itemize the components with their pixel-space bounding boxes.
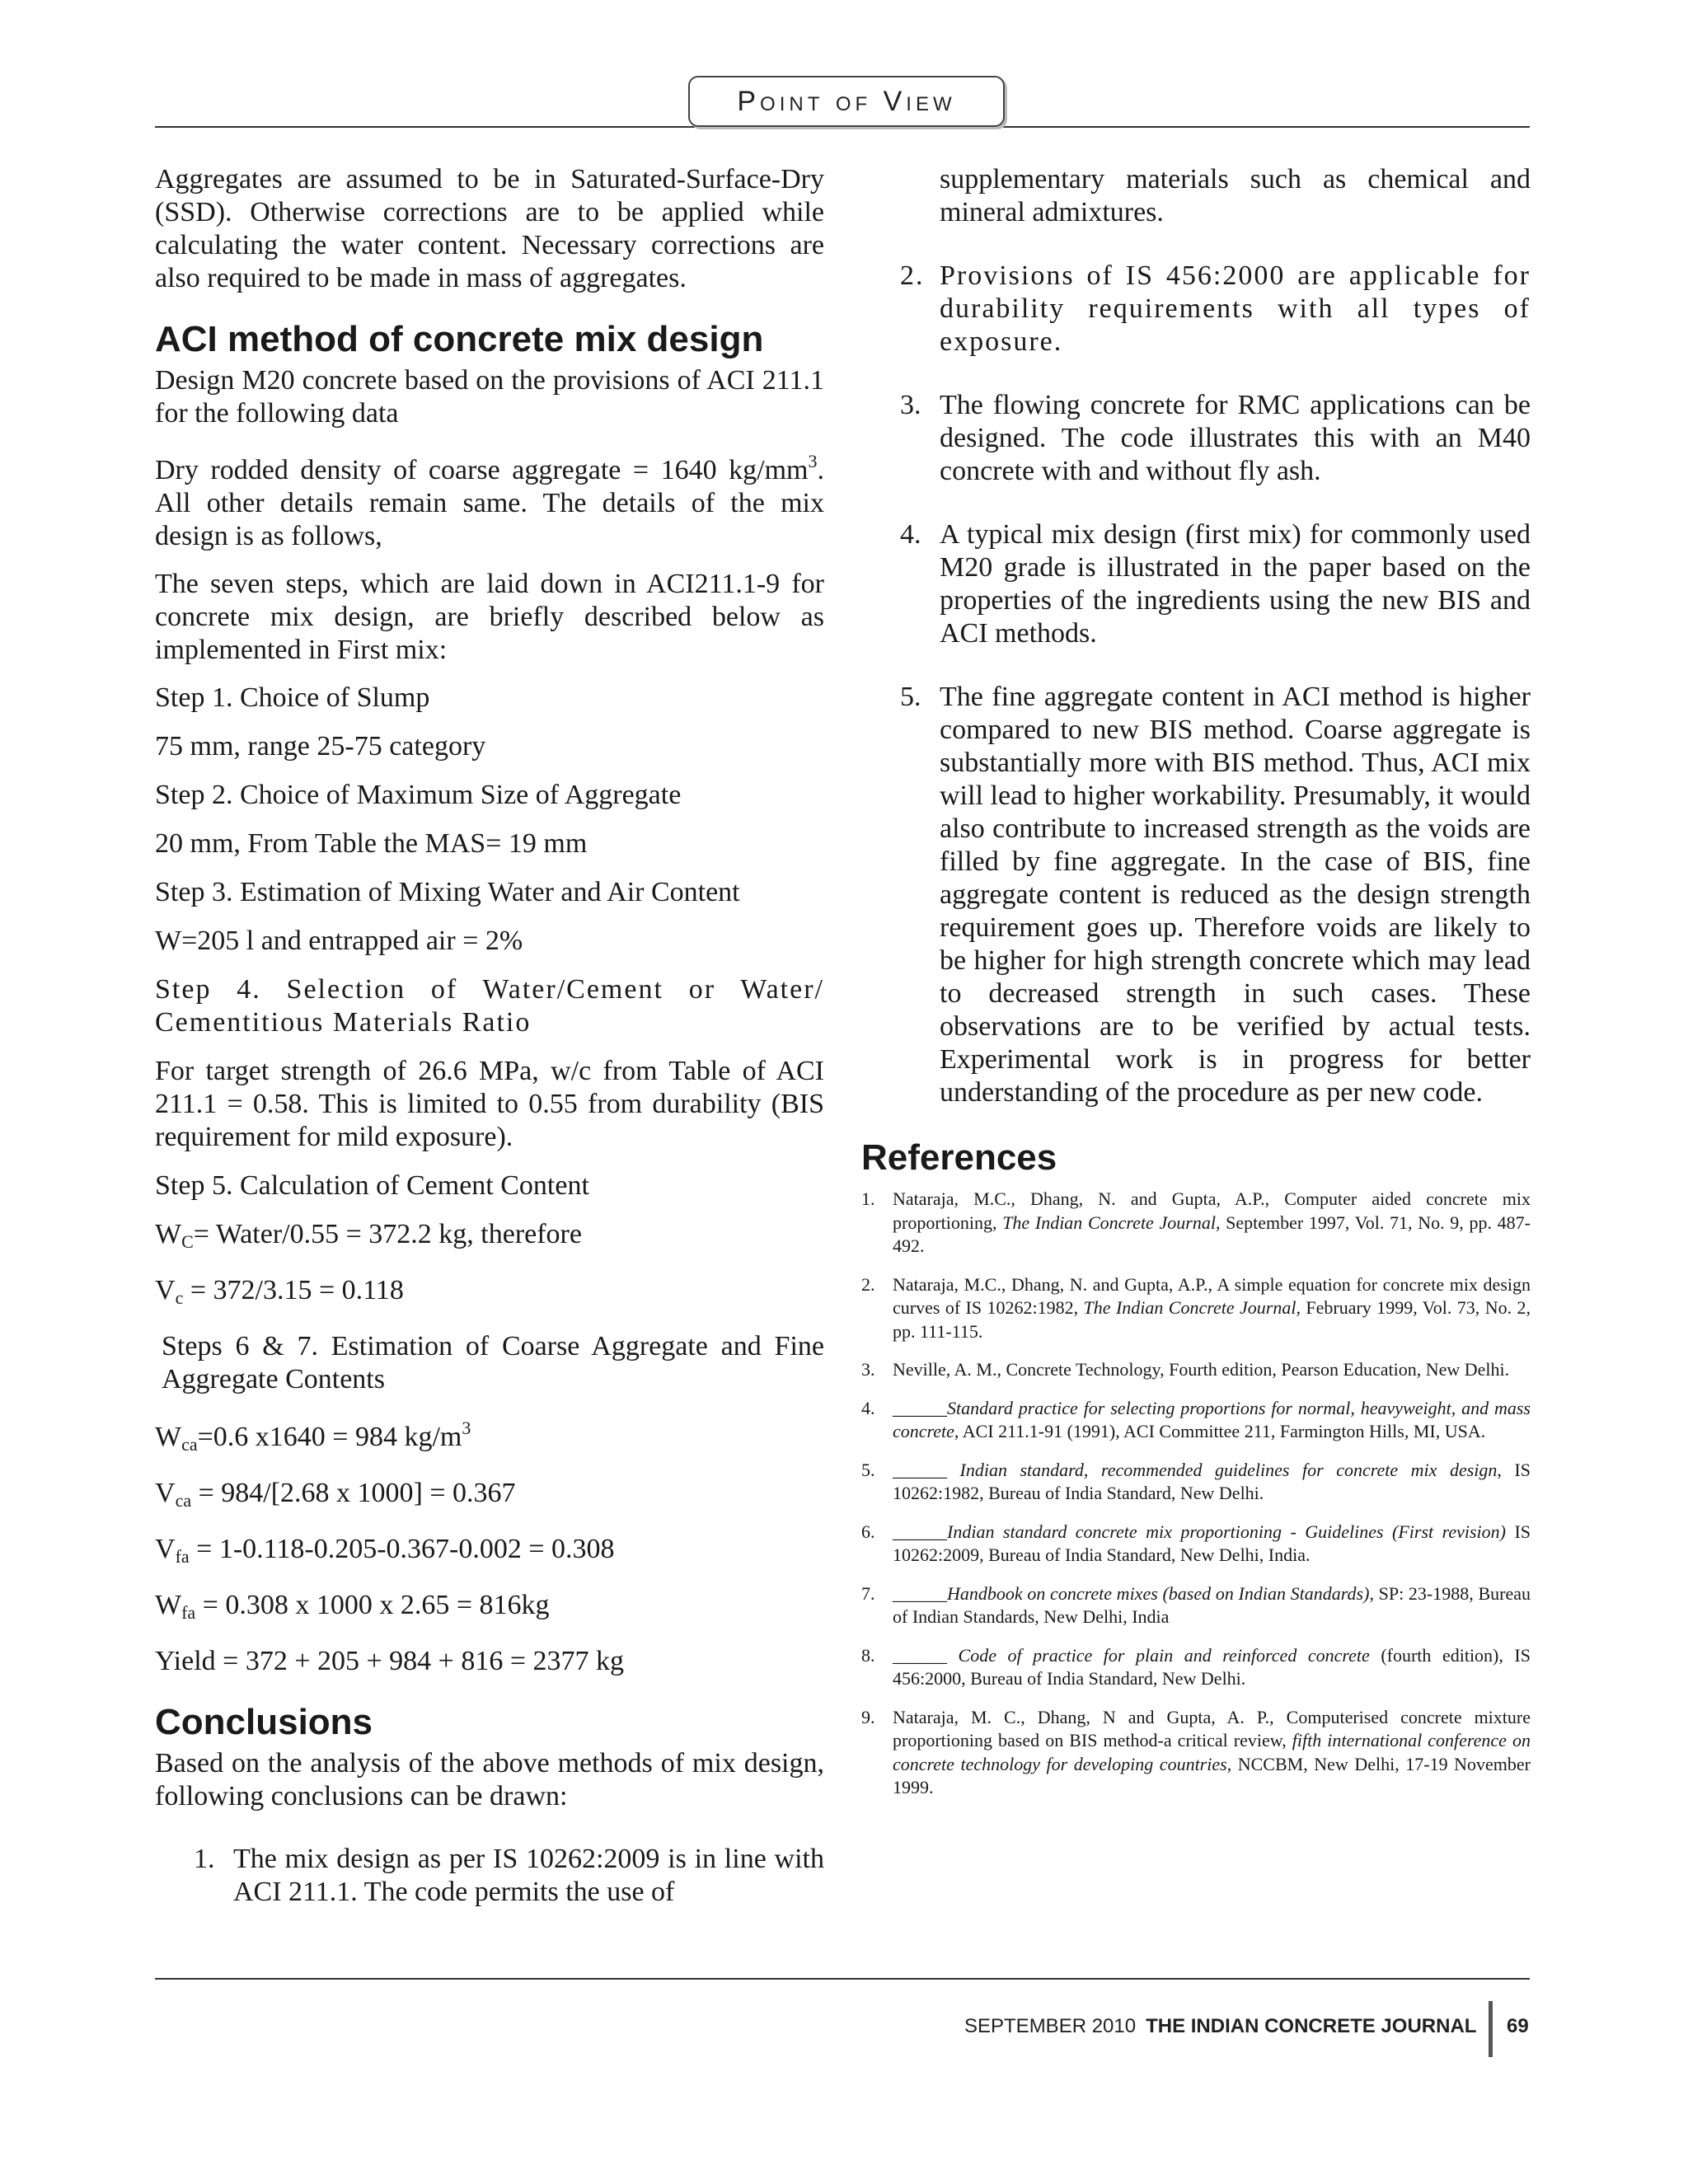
- formula-rest: = Water/0.55 = 372.2 kg, therefore: [193, 1219, 582, 1249]
- step-1-value: 75 mm, range 25-75 category: [155, 731, 486, 762]
- formula-var: V: [155, 1478, 176, 1508]
- formula-vfa: [155, 1533, 824, 1573]
- reference-item: [861, 1521, 1531, 1568]
- footer-journal-name: THE INDIAN CONCRETE JOURNAL: [1146, 2015, 1477, 2037]
- aci-paragraph-2: [155, 445, 824, 553]
- references-list: [861, 1188, 1531, 1800]
- subscript: fa: [175, 1546, 190, 1567]
- aci-paragraph-2-text-end: . All other details remain same. The details of the mix design is as follows,: [155, 455, 824, 551]
- reference-text: , NCCBM, New Delhi, 17-19 November 1999.: [893, 1753, 1531, 1797]
- conclusion-text: Provisions of IS 456:2000 are applicable for durability requirements with all types of exposure.: [940, 260, 1531, 357]
- step-2-title: Step 2. Choice of Maximum Size of Aggregate: [155, 780, 682, 810]
- reference-source: fifth international conference on concrete technology for developing countries: [893, 1730, 1531, 1774]
- aci-paragraph-2-text: Dry rodded density of coarse aggregate = 1640 kg/mm: [155, 455, 809, 485]
- intro-paragraph: Aggregates are assumed to be in Saturated-Surface-Dry (SSD). Otherwise corrections are to be applied while calculating the water content. Necessary corrections are also required to be made in mass of aggregates.: [155, 164, 824, 293]
- subscript: c: [175, 1287, 184, 1308]
- reference-text: IS 10262:2009, Bureau of India Standard, New Delhi, India.: [893, 1521, 1531, 1565]
- reference-number: 3.: [861, 1359, 875, 1380]
- formula-vc: [155, 1274, 824, 1315]
- reference-source: ______Indian standard concrete mix proportioning - Guidelines (First revision): [893, 1521, 1506, 1542]
- right-column: [861, 163, 1531, 1815]
- reference-text: Nataraja, M.C., Dhang, N. and Gupta, A.P., Computer aided concrete mix proportioning,: [893, 1188, 1531, 1233]
- step-3-title: Step 3. Estimation of Mixing Water and Air Content: [155, 877, 740, 907]
- footer: [964, 2015, 1476, 2038]
- formula-var: W: [155, 1219, 182, 1249]
- conclusion-number: 5.: [900, 682, 921, 712]
- reference-source: ______Handbook on concrete mixes (based on Indian Standards): [893, 1582, 1370, 1604]
- step-4-title: Step 4. Selection of Water/Cement or Water/ Cementitious Materials Ratio: [155, 974, 824, 1038]
- reference-item: [861, 1459, 1531, 1506]
- formula-wc: [155, 1218, 824, 1258]
- footer-rule: [155, 1978, 1530, 1980]
- subscript: ca: [181, 1434, 198, 1455]
- step-4-value: For target strength of 26.6 MPa, w/c from Table of ACI 211.1 = 0.58. This is limited to 0.55 from durability (BIS requirement for mild exposure).: [155, 1056, 824, 1152]
- conclusion-number: 3.: [900, 390, 921, 420]
- formula-wfa: [155, 1589, 824, 1629]
- reference-item: [861, 1273, 1531, 1344]
- subscript: C: [181, 1231, 194, 1252]
- superscript: 3: [808, 451, 818, 471]
- reference-text: Nataraja, M. C., Dhang, N and Gupta, A. P., Computerised concrete mixture proportioning based on BIS method-a critical review,: [893, 1706, 1531, 1750]
- superscript: 3: [462, 1418, 471, 1438]
- reference-text: Nataraja, M.C., Dhang, N. and Gupta, A.P., A simple equation for concrete mix design curves of IS 10262:1982,: [893, 1273, 1531, 1318]
- reference-source: ______Standard practice for selecting proportions for normal, heavyweight, and mass concrete: [893, 1397, 1531, 1441]
- reference-text: , IS 10262:1982, Bureau of India Standard, New Delhi.: [893, 1459, 1531, 1503]
- reference-item: [861, 1397, 1531, 1444]
- formula-rest: = 984/[2.68 x 1000] = 0.367: [191, 1478, 516, 1508]
- subscript: fa: [181, 1602, 196, 1623]
- page-number: 69: [1507, 2015, 1529, 2037]
- reference-number: 5.: [861, 1459, 875, 1480]
- conclusion-text: The flowing concrete for RMC applications can be designed. The code illustrates this with an M40 concrete with and without fly ash.: [940, 390, 1531, 486]
- conclusion-number: 4.: [900, 519, 921, 550]
- conclusions-heading: Conclusions: [155, 1702, 373, 1742]
- reference-text: , September 1997, Vol. 71, No. 9, pp. 487-492.: [893, 1212, 1531, 1256]
- reference-source: The Indian Concrete Journal,: [1083, 1297, 1301, 1318]
- reference-number: 9.: [861, 1706, 875, 1727]
- conclusion-text: The fine aggregate content in ACI method is higher compared to new BIS method. Coarse aggregate is substantially more with BIS method. Thus, ACI mix will lead to higher workability. Presumably, it would also contribute to increased strength as the voids are filled by fine aggregate. In the case of BIS, fine aggregate content is reduced as the design strength requirement goes up. Therefore voids are likely to be higher for high strength concrete which may lead to decreased strength in such cases. These observations are to be verified by actual tests. Experimental work is in progress for better understanding of the procedure as per new code.: [940, 682, 1531, 1108]
- steps-6-7-title: Steps 6 & 7. Estimation of Coarse Aggregate and Fine Aggregate Contents: [162, 1331, 824, 1394]
- reference-text: , ACI 211.1-91 (1991), ACI Committee 211, Farmington Hills, MI, USA.: [954, 1421, 1486, 1441]
- formula-var: W: [155, 1422, 182, 1452]
- reference-number: 2.: [861, 1273, 875, 1295]
- reference-item: [861, 1188, 1531, 1258]
- conclusions-intro: Based on the analysis of the above methods of mix design, following conclusions can be drawn:: [155, 1748, 824, 1811]
- reference-source: ______ Code of practice for plain and reinforced concrete: [893, 1644, 1370, 1666]
- reference-number: 8.: [861, 1644, 875, 1666]
- conclusion-item: [861, 260, 1531, 359]
- formula-var: V: [155, 1534, 176, 1564]
- aci-method-heading: ACI method of concrete mix design: [155, 319, 764, 359]
- reference-item: [861, 1358, 1531, 1382]
- conclusion-item-continued: [861, 163, 1531, 229]
- reference-text: (fourth edition), IS 456:2000, Bureau of India Standard, New Delhi.: [893, 1644, 1531, 1689]
- aci-paragraph-3: The seven steps, which are laid down in ACI211.1-9 for concrete mix design, are briefly described below as implemented in First mix:: [155, 569, 824, 665]
- reference-number: 1.: [861, 1188, 875, 1209]
- subscript: ca: [175, 1490, 192, 1511]
- formula-var: V: [155, 1275, 176, 1305]
- conclusions-list-left: [155, 1843, 824, 1909]
- conclusion-text: The mix design as per IS 10262:2009 is in line with ACI 211.1. The code permits the use of: [233, 1844, 824, 1907]
- formula-rest: = 372/3.15 = 0.118: [183, 1275, 404, 1305]
- conclusion-text: A typical mix design (first mix) for commonly used M20 grade is illustrated in the paper based on the properties of the ingredients using the new BIS and ACI methods.: [940, 519, 1531, 649]
- formula-var: W: [155, 1590, 182, 1620]
- conclusion-text: supplementary materials such as chemical and mineral admixtures.: [940, 164, 1531, 227]
- reference-text: February 1999, Vol. 73, No. 2, pp. 111-115.: [893, 1297, 1531, 1342]
- reference-item: [861, 1582, 1531, 1629]
- step-2-value: 20 mm, From Table the MAS= 19 mm: [155, 828, 588, 859]
- references-heading: References: [861, 1137, 1057, 1178]
- footer-divider: [1489, 2001, 1493, 2057]
- step-5-title: Step 5. Calculation of Cement Content: [155, 1170, 589, 1201]
- reference-text: , SP: 23-1988, Bureau of Indian Standards, New Delhi, India: [893, 1582, 1531, 1627]
- reference-item: [861, 1644, 1531, 1691]
- left-column: [155, 163, 824, 1939]
- reference-item: [861, 1706, 1531, 1800]
- conclusion-item: [155, 1843, 824, 1909]
- formula-rest: = 1-0.118-0.205-0.367-0.002 = 0.308: [189, 1534, 615, 1564]
- conclusions-list-right: [861, 163, 1531, 1109]
- formula-wca: [155, 1412, 824, 1461]
- reference-source: The Indian Concrete Journal: [1002, 1212, 1216, 1233]
- conclusion-item: [861, 681, 1531, 1109]
- reference-text: Neville, A. M., Concrete Technology, Fourth edition, Pearson Education, New Delhi.: [893, 1359, 1510, 1380]
- footer-date: SEPTEMBER 2010: [964, 2015, 1137, 2037]
- section-label: Point of View: [737, 86, 956, 117]
- formula-vca: [155, 1477, 824, 1517]
- reference-number: 6.: [861, 1521, 875, 1542]
- formula-rest: = 0.308 x 1000 x 2.65 = 816kg: [195, 1590, 550, 1620]
- conclusion-number: 1.: [194, 1844, 215, 1874]
- reference-number: 7.: [861, 1582, 875, 1604]
- reference-source: ______ Indian standard, recommended guidelines for concrete mix design: [893, 1459, 1498, 1480]
- reference-number: 4.: [861, 1397, 875, 1418]
- conclusion-item: [861, 518, 1531, 650]
- step-3-value: W=205 l and entrapped air = 2%: [155, 926, 523, 956]
- aci-paragraph-1: Design M20 concrete based on the provisions of ACI 211.1 for the following data: [155, 365, 824, 429]
- section-tab: [688, 76, 1005, 127]
- step-1-title: Step 1. Choice of Slump: [155, 682, 430, 713]
- conclusion-number: 2.: [900, 260, 925, 291]
- yield-line: Yield = 372 + 205 + 984 + 816 = 2377 kg: [155, 1646, 625, 1676]
- conclusion-item: [861, 389, 1531, 488]
- formula-rest: =0.6 x1640 = 984 kg/m: [197, 1422, 462, 1452]
